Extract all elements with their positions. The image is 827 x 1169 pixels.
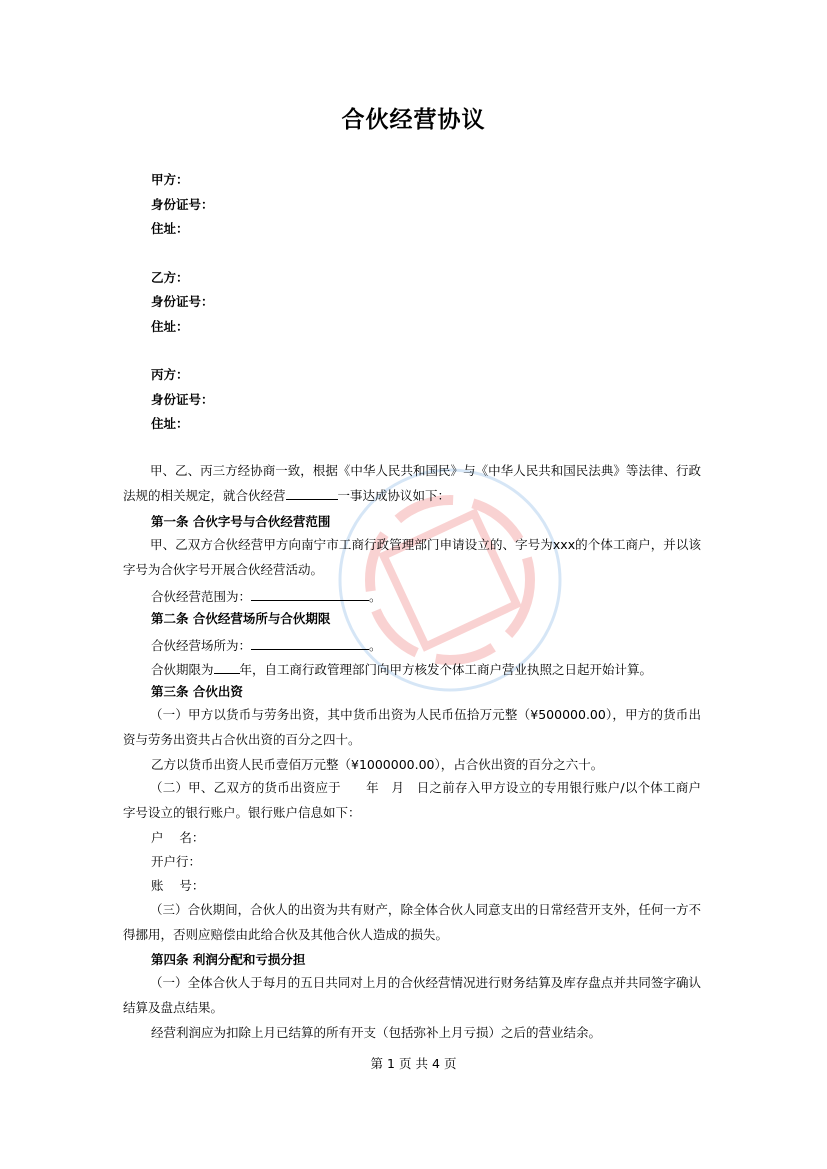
place-blank	[251, 635, 369, 650]
article4-heading: 第四条 利润分配和亏损分担	[151, 952, 306, 967]
article1-paragraph: 甲、乙双方合伙经营甲方向南宁市工商行政管理部门申请设立的、字号为xxx的个体工商户，并以该字号为合伙字号开展合伙经营活动。	[123, 537, 701, 577]
intro-paragraph	[123, 459, 701, 508]
account-name-label: 户 名：	[151, 830, 205, 845]
page-footer	[0, 1054, 827, 1072]
scope-label: 合伙经营范围为：	[151, 589, 252, 604]
article3-paragraph-1: （一）甲方以货币与劳务出资，其中货币出资为人民币伍拾万元整（¥500000.00），甲方的货币出资与劳务出资共占合伙出资的百分之四十。	[123, 707, 701, 747]
page-number: 1	[387, 1056, 395, 1071]
footer-page-word: 页	[398, 1056, 412, 1071]
scope-line	[151, 586, 382, 604]
party-b-id-label: 身份证号：	[151, 294, 214, 309]
party-c-id-label: 身份证号：	[151, 392, 214, 407]
place-label: 合伙经营场所为：	[151, 638, 252, 653]
article3-paragraph-2: 乙方以货币出资人民币壹佰万元整（¥1000000.00），占合伙出资的百分之六十。	[151, 757, 604, 772]
party-c-label: 丙方：	[151, 367, 189, 382]
party-b-address-label: 住址：	[151, 319, 189, 334]
party-a-id-label: 身份证号：	[151, 197, 214, 212]
term-label: 合伙期限为	[151, 662, 214, 677]
total-pages: 4	[432, 1056, 440, 1071]
article3-paragraph-4: （三）合伙期间，合伙人的出资为共有财产，除全体合伙人同意支出的日常经营开支外，任何一方不得挪用，否则应赔偿由此给合伙及其他合伙人造成的损失。	[123, 902, 701, 942]
account-number-label: 账 号：	[151, 878, 205, 893]
bank-label: 开户行：	[151, 854, 202, 869]
intro-text-2: 一事达成协议如下：	[337, 487, 451, 503]
scope-end: 。	[369, 589, 382, 604]
business-blank	[286, 485, 338, 500]
party-c-address-label: 住址：	[151, 416, 189, 431]
footer-prefix: 第	[370, 1056, 384, 1071]
place-end: 。	[369, 638, 382, 653]
term-line	[151, 659, 652, 677]
party-b-label: 乙方：	[151, 270, 189, 285]
article3-paragraph-3: （二）甲、乙双方的货币出资应于 年 月 日之前存入甲方设立的专用银行账户/以个体工商户字号设立的银行账户。银行账户信息如下：	[123, 780, 701, 820]
term-text: 年，自工商行政管理部门向甲方核发个体工商户营业执照之日起开始计算。	[239, 662, 653, 677]
article2-heading: 第二条 合伙经营场所与合伙期限	[151, 611, 331, 626]
article4-paragraph-2: 经营利润应为扣除上月已结算的所有开支（包括弥补上月亏损）之后的营业结余。	[151, 1025, 602, 1040]
document-title: 合伙经营协议	[341, 107, 486, 133]
footer-total-word: 共	[415, 1056, 429, 1071]
footer-suffix: 页	[443, 1056, 457, 1071]
place-line	[151, 635, 382, 653]
term-blank	[214, 659, 240, 674]
party-a-label: 甲方：	[151, 172, 189, 187]
scope-blank	[251, 586, 369, 601]
article1-heading: 第一条 合伙字号与合伙经营范围	[151, 514, 331, 529]
article4-paragraph-1: （一）全体合伙人于每月的五日共同对上月的合伙经营情况进行财务结算及库存盘点并共同签字确认结算及盘点结果。	[123, 975, 701, 1015]
intro-text-1: 甲、乙、丙三方经协商一致，根据《中华人民共和国民》与《中华人民共和国民法典》等法律、行政法规的相关规定，就合伙经营	[123, 463, 701, 503]
party-a-address-label: 住址：	[151, 221, 189, 236]
article3-heading: 第三条 合伙出资	[151, 684, 243, 699]
